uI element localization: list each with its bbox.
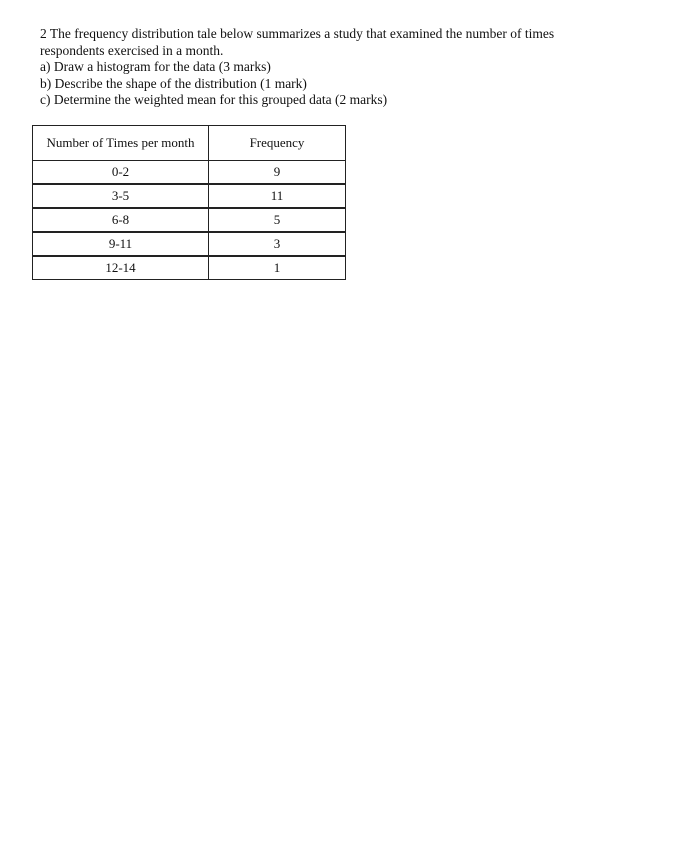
table-row <box>33 256 346 280</box>
cell-range: 0-2 <box>33 161 209 185</box>
cell-frequency: 3 <box>209 232 346 256</box>
cell-range: 3-5 <box>33 184 209 208</box>
table-row <box>33 184 346 208</box>
table-header-row <box>33 126 346 161</box>
frequency-table <box>32 125 346 280</box>
header-frequency: Frequency <box>209 126 346 161</box>
question-part-c: c) Determine the weighted mean for this grouped data (2 marks) <box>40 92 388 107</box>
table-row <box>33 208 346 232</box>
table-row <box>33 232 346 256</box>
question-part-a: a) Draw a histogram for the data (3 marks) <box>40 59 271 74</box>
cell-range: 12-14 <box>33 256 209 280</box>
question-intro-line-1: 2 The frequency distribution tale below summarizes a study that examined the number of times <box>40 26 555 41</box>
cell-frequency: 9 <box>209 161 346 185</box>
cell-frequency: 11 <box>209 184 346 208</box>
question-text <box>40 26 640 109</box>
header-number-of-times: Number of Times per month <box>33 126 209 161</box>
question-intro-line-2: respondents exercised in a month. <box>40 42 224 58</box>
cell-frequency: 1 <box>209 256 346 280</box>
cell-frequency: 5 <box>209 208 346 232</box>
cell-range: 9-11 <box>33 232 209 256</box>
question-part-b: b) Describe the shape of the distribution (1 mark) <box>40 75 307 91</box>
table-row <box>33 161 346 185</box>
cell-range: 6-8 <box>33 208 209 232</box>
